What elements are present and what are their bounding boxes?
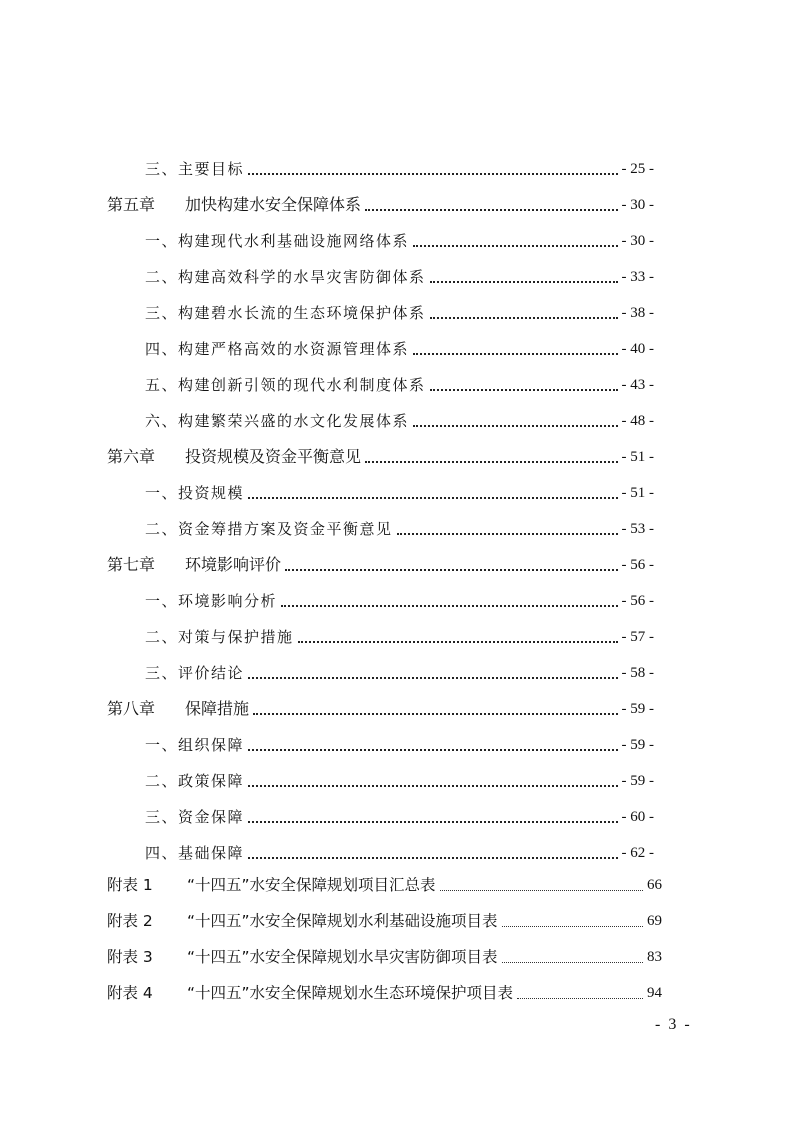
chapter-number: 第五章 [107,195,156,214]
toc-entry-title: 二、政策保障 [145,772,245,790]
toc-entry-label [145,410,409,432]
appendix-number: 附表 4 [107,984,153,1002]
toc-section-entry[interactable] [0,510,792,540]
toc-entry-title: “十四五”水安全保障规划水利基础设施项目表 [187,912,498,930]
toc-section-entry[interactable] [0,258,792,288]
toc-entry-title: “十四五”水安全保障规划水生态环境保护项目表 [187,984,514,1002]
toc-section-entry[interactable] [0,798,792,828]
toc-entry-title: 四、构建严格高效的水资源管理体系 [145,340,410,358]
toc-page-number: - 38 - [621,305,654,321]
toc-appendix-entry[interactable] [0,938,792,968]
toc-entry-label [145,266,426,288]
dot-leader [253,713,617,715]
toc-section-entry[interactable] [0,474,792,504]
toc-page-number: - 30 - [621,233,654,249]
toc-section-entry[interactable] [0,654,792,684]
toc-entry-title: 一、组织保障 [145,736,245,754]
dot-leader [517,998,643,999]
toc-page-number: - 56 - [621,593,654,609]
chapter-number: 第八章 [107,699,156,718]
toc-page-number: - 53 - [621,521,654,537]
toc-entry-title: 投资规模及资金平衡意见 [185,447,362,466]
dot-leader [502,962,643,963]
toc-entry-label [107,554,281,576]
toc-entry-title: 一、环境影响分析 [145,592,278,610]
toc-entry-label [107,982,513,1004]
toc-page-number: 69 [647,913,662,929]
dot-leader [365,461,617,463]
toc-entry-title: 三、评价结论 [145,664,245,682]
toc-page-number: - 48 - [621,413,654,429]
dot-leader [248,857,617,859]
dot-leader [248,821,617,823]
toc-entry-label [145,734,244,756]
toc-appendix-entry[interactable] [0,866,792,896]
toc-entry-label [145,518,393,540]
toc-entry-title: 环境影响评价 [185,555,282,574]
toc-entry-label [145,374,426,396]
toc-entry-label [107,446,361,468]
toc-entry-title: 三、主要目标 [145,160,245,178]
toc-appendix-entry[interactable] [0,974,792,1004]
toc-chapter-entry[interactable] [0,546,792,576]
toc-entry-title: “十四五”水安全保障规划项目汇总表 [187,876,436,894]
toc-page-number: - 33 - [621,269,654,285]
toc-page-number: - 57 - [621,629,654,645]
toc-entry-title: 一、投资规模 [145,484,245,502]
toc-entry-title: 二、构建高效科学的水旱灾害防御体系 [145,268,426,286]
dot-leader [397,533,618,535]
dot-leader [413,353,617,355]
toc-entry-label [107,910,498,932]
toc-section-entry[interactable] [0,222,792,252]
toc-entry-label [145,662,244,684]
toc-section-entry[interactable] [0,834,792,864]
toc-page-number: - 59 - [621,773,654,789]
dot-leader [248,677,617,679]
toc-entry-label [145,230,409,252]
toc-entry-label [107,946,498,968]
toc-entry-label [107,874,436,896]
appendix-number: 附表 3 [107,948,153,966]
dot-leader [298,641,618,643]
toc-section-entry[interactable] [0,582,792,612]
toc-page-number: - 60 - [621,809,654,825]
toc-section-entry[interactable] [0,762,792,792]
page-number: - 3 - [655,1016,692,1033]
toc-page-number: - 43 - [621,377,654,393]
toc-page-number: 83 [647,949,662,965]
toc-entry-title: 保障措施 [185,699,250,718]
dot-leader [248,785,617,787]
toc-page-number: - 59 - [621,737,654,753]
toc-entry-title: 加快构建水安全保障体系 [185,195,362,214]
toc-page-number: - 58 - [621,665,654,681]
toc-section-entry[interactable] [0,294,792,324]
toc-entry-title: 二、对策与保护措施 [145,628,294,646]
toc-section-entry[interactable] [0,402,792,432]
toc-entry-label [145,626,294,648]
toc-entry-title: 六、构建繁荣兴盛的水文化发展体系 [145,412,410,430]
dot-leader [413,425,617,427]
toc-page-number: - 59 - [621,701,654,717]
toc-page-number: 94 [647,985,662,1001]
toc-page-number: - 40 - [621,341,654,357]
dot-leader [430,281,618,283]
toc-section-entry[interactable] [0,366,792,396]
appendix-number: 附表 1 [107,876,153,894]
dot-leader [413,245,617,247]
appendix-number: 附表 2 [107,912,153,930]
toc-entry-title: 三、资金保障 [145,808,245,826]
dot-leader [248,173,617,175]
toc-section-entry[interactable] [0,618,792,648]
toc-entry-label [145,482,244,504]
dot-leader [440,890,643,891]
toc-entry-label [107,698,249,720]
toc-appendix-entry[interactable] [0,902,792,932]
toc-page-number: 66 [647,877,662,893]
toc-section-entry[interactable] [0,150,792,180]
toc-entry-label [145,770,244,792]
dot-leader [430,317,618,319]
dot-leader [430,389,618,391]
dot-leader [248,749,617,751]
toc-chapter-entry[interactable] [0,690,792,720]
toc-section-entry[interactable] [0,330,792,360]
toc-section-entry[interactable] [0,726,792,756]
toc-entry-title: 五、构建创新引领的现代水利制度体系 [145,376,426,394]
dot-leader [365,209,617,211]
toc-entry-title: 一、构建现代水利基础设施网络体系 [145,232,410,250]
toc-entry-label [145,158,244,180]
toc-entry-label [145,842,244,864]
toc-entry-label [145,338,409,360]
chapter-number: 第六章 [107,447,156,466]
toc-chapter-entry[interactable] [0,438,792,468]
toc-page-number: - 25 - [621,161,654,177]
toc-entry-label [145,590,277,612]
toc-entry-label [145,302,426,324]
toc-entry-title: 三、构建碧水长流的生态环境保护体系 [145,304,426,322]
dot-leader [502,926,643,927]
toc-page-number: - 51 - [621,485,654,501]
chapter-number: 第七章 [107,555,156,574]
toc-page-number: - 62 - [621,845,654,861]
toc-page-number: - 56 - [621,557,654,573]
toc-entry-title: 四、基础保障 [145,844,245,862]
toc-entry-label [145,806,244,828]
toc-entry-title: “十四五”水安全保障规划水旱灾害防御项目表 [187,948,498,966]
toc-entry-label [107,194,361,216]
toc-page-number: - 51 - [621,449,654,465]
toc-chapter-entry[interactable] [0,186,792,216]
toc-page-number: - 30 - [621,197,654,213]
dot-leader [285,569,617,571]
toc-entry-title: 二、资金筹措方案及资金平衡意见 [145,520,393,538]
dot-leader [281,605,617,607]
dot-leader [248,497,617,499]
